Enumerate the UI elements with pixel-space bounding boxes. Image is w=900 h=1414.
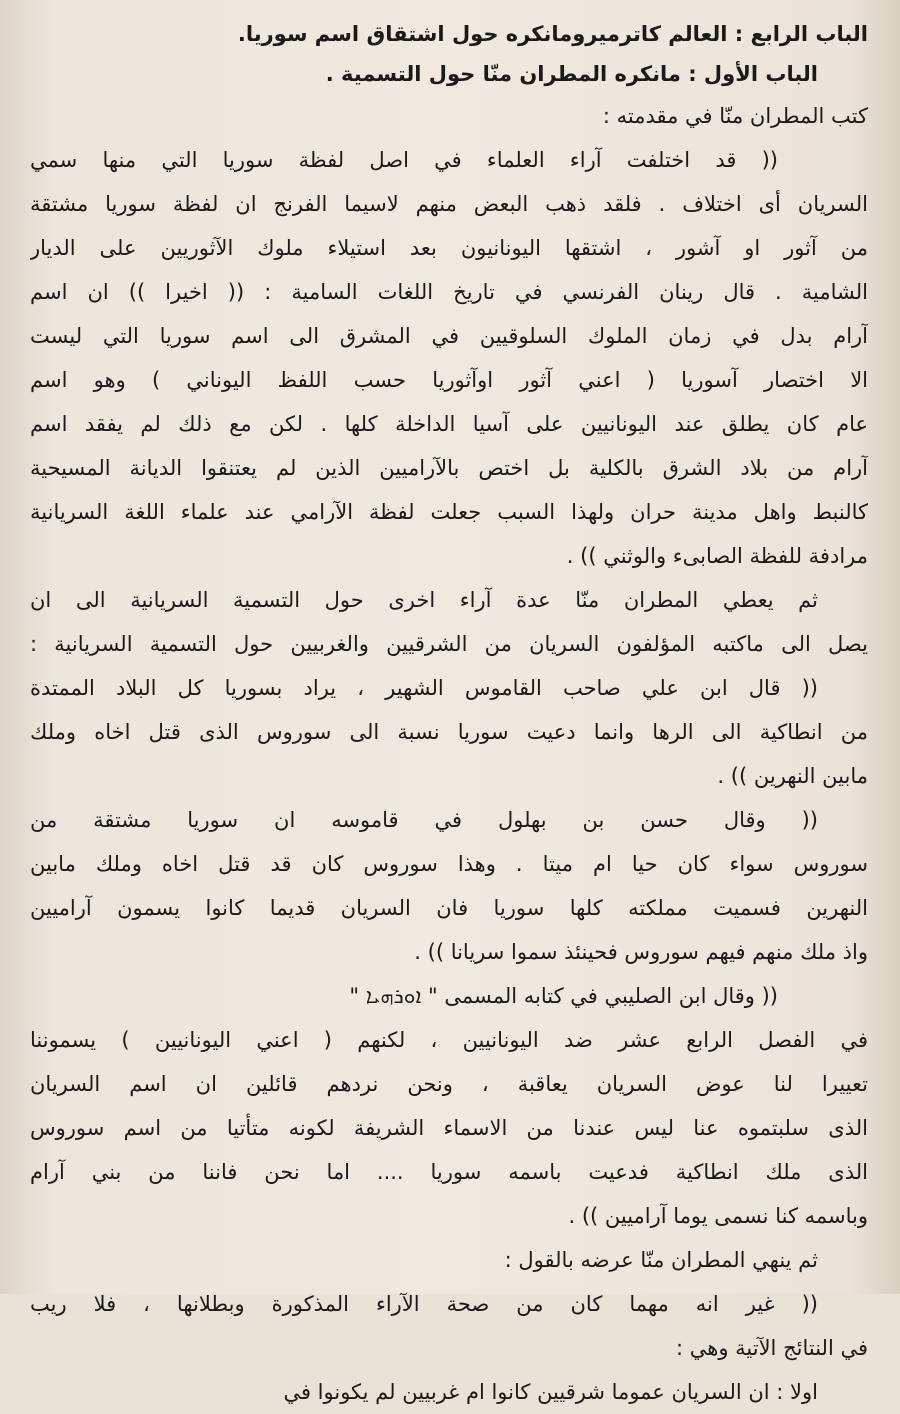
text-line: الا اختصار آسوريا ( اعني آثور اوآثوريا حسب اللفظ اليوناني ) وهو اسم bbox=[30, 368, 868, 392]
text-line: واذ ملك منهم فيهم سوروس فحينئذ سموا سريانا )) . bbox=[414, 940, 868, 964]
text-line: (( غير انه مهما كان من صحة الآراء المذكورة وبطلانها ، فلا ريب bbox=[30, 1292, 818, 1316]
text-line: تعييرا لنا عوض السريان يعاقبة ، ونحن نردهم قائلين ان اسم السريان bbox=[30, 1072, 868, 1096]
text-line: كالنبط واهل مدينة حران ولهذا السبب جعلت لفظة الآرامي عند علماء اللغة السريانية bbox=[30, 500, 868, 524]
text-line: السريان أى اختلاف . فلقد ذهب البعض منهم لاسيما الفرنج ان لفظة سوريا مشتقة bbox=[30, 192, 868, 216]
text-line: في الفصل الرابع عشر ضد اليونانيين ، لكنهم ( اعني اليونانيين ) يسموننا bbox=[30, 1028, 868, 1052]
text-line: من آثور او آشور ، اشتقها اليونانيون بعد استيلاء ملوك الآثوريين على الديار bbox=[30, 236, 868, 260]
text-line: ثم ينهي المطران منّا عرضه بالقول : bbox=[504, 1248, 818, 1272]
text-line: (( قال ابن علي صاحب القاموس الشهير ، يراد بسوريا كل البلاد الممتدة bbox=[30, 676, 818, 700]
text-line: آرام بدل في زمان الملوك السلوقيين في المشرق الى اسم سوريا التي ليست bbox=[30, 324, 868, 348]
text-line: النهرين فسميت مملكته كلها سوريا فان السريان قديما كانوا يسمون آراميين bbox=[30, 896, 868, 920]
text-line: في النتائج الآتية وهي : bbox=[676, 1336, 868, 1360]
text-line: كتب المطران منّا في مقدمته : bbox=[602, 104, 868, 128]
text-line: عام كان يطلق عند اليونانيين على آسيا الداخلة كلها . لكن مع ذلك لم يفقد اسم bbox=[30, 412, 868, 436]
text-line: يصل الى ماكتبه المؤلفون السريان من الشرقيين والغربيين حول التسمية السريانية : bbox=[30, 632, 868, 656]
text-line: (( وقال حسن بن بهلول في قاموسه ان سوريا مشتقة من bbox=[30, 808, 818, 832]
section-heading: الباب الأول : مانكره المطران منّا حول التسمية . bbox=[325, 62, 818, 86]
text-line: اولا : ان السريان عموما شرقيين كانوا ام غربيين لم يكونوا في bbox=[283, 1380, 818, 1404]
text-line: من انطاكية الى الرها وانما دعيت سوريا نسبة الى سوروس الذى قتل اخاه وملك bbox=[30, 720, 868, 744]
text-line: مرادفة للفظة الصابىء والوثني )) . bbox=[566, 544, 868, 568]
text-line: وباسمه كنا نسمى يوما آراميين )) . bbox=[568, 1204, 868, 1228]
chapter-heading: الباب الرابع : العالم كاترميرومانكره حول اشتقاق اسم سوريا. bbox=[237, 22, 868, 46]
text-line: آرام من بلاد الشرق بالكلية بل اختص بالآراميين الذين لم يعتنقوا الديانة المسيحية bbox=[30, 456, 868, 480]
text-line: مابين النهرين )) . bbox=[717, 764, 868, 788]
text-line: الذى سلبتموه عنا ليس عندنا من الاسماء الشريفة لكونه متأتيا من اسم سوروس bbox=[30, 1116, 868, 1140]
text-line: الشامية . قال رينان الفرنسي في تاريخ اللغات السامية : (( اخيرا )) ان اسم bbox=[30, 280, 868, 304]
text-line: سوروس سواء كان حيا ام ميتا . وهذا سوروس كان قد قتل اخاه وملك مابين bbox=[30, 852, 868, 876]
text-line: (( وقال ابن الصليبي في كتابه المسمى " ܐܘܪܗܝܐ " bbox=[349, 984, 778, 1008]
text-line: (( قد اختلفت آراء العلماء في اصل لفظة سوريا التي منها سمي bbox=[30, 148, 778, 172]
text-line: ثم يعطي المطران منّا عدة آراء اخرى حول التسمية السريانية الى ان bbox=[30, 588, 818, 612]
text-line: الذى ملك انطاكية فدعيت باسمه سوريا .... اما نحن فاننا من بني آرام bbox=[30, 1160, 868, 1184]
